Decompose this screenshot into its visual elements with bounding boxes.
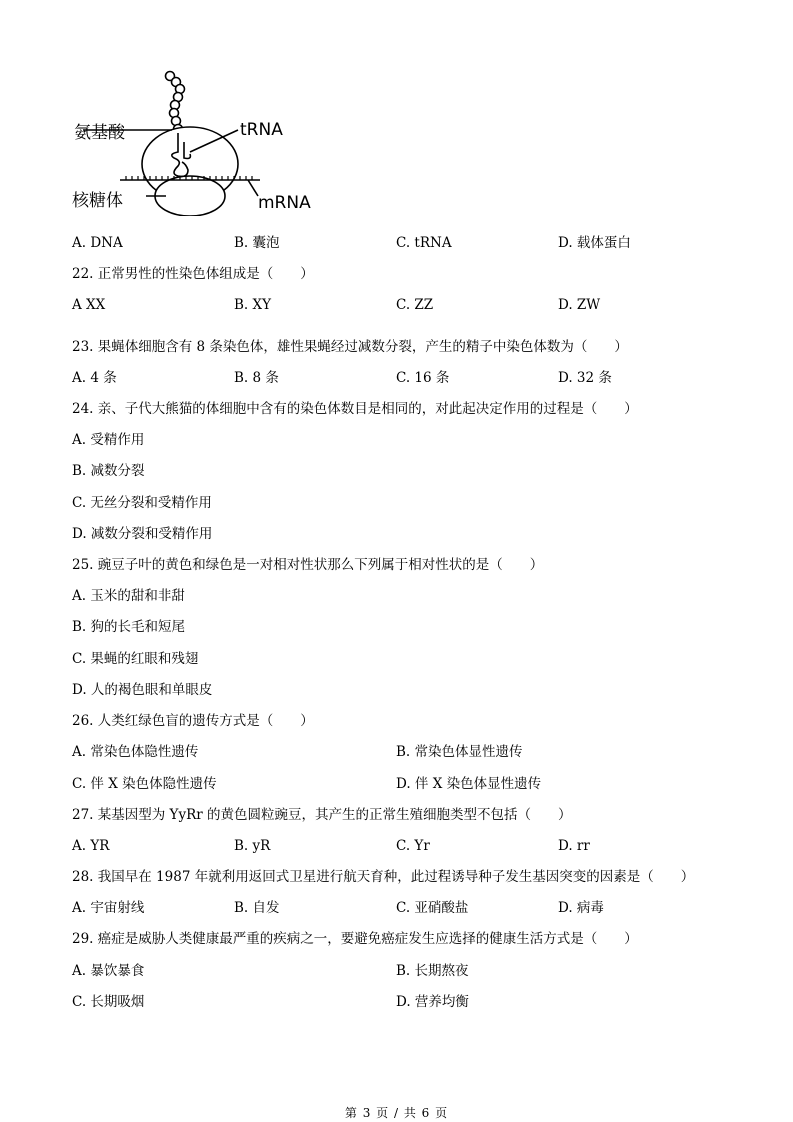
option-d: D. rr	[558, 838, 590, 854]
option-c: C. 长期吸烟	[72, 994, 145, 1010]
option-c: C. Yr	[396, 838, 430, 854]
question-stem: 24. 亲、子代大熊猫的体细胞中含有的染色体数目是相同的，对此起决定作用的过程是（ ）	[72, 401, 638, 417]
label-trna: tRNA	[240, 120, 283, 140]
option-b: B. XY	[234, 297, 272, 313]
label-amino-acid: 氨基酸	[74, 123, 125, 143]
option-c: C. 亚硝酸盐	[396, 900, 469, 916]
question-stem: 22. 正常男性的性染色体组成是（ ）	[72, 266, 314, 282]
option-c: C. 16 条	[396, 370, 450, 386]
option-c: C. 果蝇的红眼和残翅	[72, 651, 199, 667]
question-stem: 29. 癌症是威胁人类健康最严重的疾病之一，要避免癌症发生应选择的健康生活方式是（ ）	[72, 931, 638, 947]
option-b: B. 减数分裂	[72, 463, 145, 479]
question-stem: 26. 人类红绿色盲的遗传方式是（ ）	[72, 713, 314, 729]
option-b: B. 狗的长毛和短尾	[72, 619, 186, 635]
option-b: B. 自发	[234, 900, 280, 916]
option-b: B. yR	[234, 838, 271, 854]
question-stem: 27. 某基因型为 YyRr 的黄色圆粒豌豆，其产生的正常生殖细胞类型不包括（ ）	[72, 807, 572, 823]
option-d: D. 人的褐色眼和单眼皮	[72, 682, 213, 698]
option-d: D. 减数分裂和受精作用	[72, 526, 213, 542]
option-c: C. 伴 X 染色体隐性遗传	[72, 776, 217, 792]
option-a: A. 玉米的甜和非甜	[72, 588, 185, 604]
option-a: A. 4 条	[72, 370, 117, 386]
option-a: A XX	[72, 297, 106, 313]
option-d: D. 营养均衡	[396, 994, 469, 1010]
option-a: A. 常染色体隐性遗传	[72, 744, 199, 760]
option-b: B. 囊泡	[234, 235, 280, 251]
option-a: A. 受精作用	[72, 432, 145, 448]
option-d: D. 伴 X 染色体显性遗传	[396, 776, 542, 792]
option-d: D. 32 条	[558, 370, 612, 386]
label-mrna: mRNA	[258, 193, 311, 213]
option-c: C. 无丝分裂和受精作用	[72, 495, 212, 511]
option-a: A. DNA	[72, 235, 123, 251]
label-ribosome: 核糖体	[72, 191, 123, 211]
option-b: B. 长期熬夜	[396, 963, 469, 979]
option-b: B. 8 条	[234, 370, 279, 386]
option-b: B. 常染色体显性遗传	[396, 744, 523, 760]
option-a: A. YR	[72, 838, 110, 854]
option-d: D. 载体蛋白	[558, 235, 631, 251]
option-d: D. 病毒	[558, 900, 604, 916]
translation-diagram	[68, 66, 318, 216]
option-c: C. ZZ	[396, 297, 434, 313]
option-a: A. 暴饮暴食	[72, 963, 145, 979]
option-a: A. 宇宙射线	[72, 900, 145, 916]
question-stem: 28. 我国早在 1987 年就利用返回式卫星进行航天育种，此过程诱导种子发生基因突变的因素是（ ）	[72, 869, 695, 885]
option-d: D. ZW	[558, 297, 601, 313]
option-c: C. tRNA	[396, 235, 452, 251]
question-stem: 25. 豌豆子叶的黄色和绿色是一对相对性状那么下列属于相对性状的是（ ）	[72, 557, 544, 573]
question-stem: 23. 果蝇体细胞含有 8 条染色体，雄性果蝇经过减数分裂，产生的精子中染色体数为（ ）	[72, 339, 628, 355]
page-number-footer: 第 3 页 / 共 6 页	[344, 1106, 449, 1120]
